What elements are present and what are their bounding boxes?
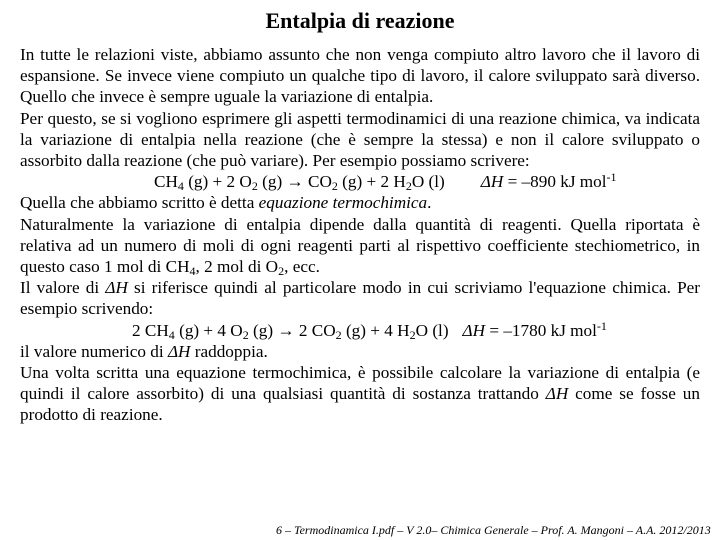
paragraph-delta-h-value: Il valore di ΔH si riferisce quindi al particolare modo in cui scriviamo l'equazione chimica. Per esempio scrivendo: xyxy=(20,278,700,319)
paragraph-doubles: il valore numerico di ΔH raddoppia. xyxy=(20,341,268,361)
slide-title: Entalpia di reazione xyxy=(265,8,455,33)
paragraph-calculation: Una volta scritta una equazione termochimica, è possibile calcolare la variazione di entalpia (e quindi il calore assorbito) di una qualsiasi quantità di sostanza trattando ΔH come se fosse un prodotto di reazione. xyxy=(20,363,700,425)
equation-methane-combustion: $CH_4$ (g) + 2 $O_2$ $(g) \to CO_2$ (g) + 2 $H_2O$ (l) ΔH = –890 kJ mol$^{-1}$ xyxy=(154,170,617,194)
delta-h-symbol: ΔH xyxy=(480,172,504,192)
delta-h-symbol: ΔH xyxy=(105,278,128,298)
slide-footer: 6 – Termodinamica I.pdf – V 2.0– Chimica Generale – Prof. A. Mangoni – A.A. 2012/2013 xyxy=(276,523,711,537)
delta-h-symbol: ΔH xyxy=(167,341,191,361)
paragraph-work: In tutte le relazioni viste, abbiamo assunto che non venga compiuto altro lavoro che il lavoro di espansione. Se invece viene compiuto un qualche tipo di lavoro, il calore sviluppato sarà diverso. Quello che invece è sempre uguale la variazione di entalpia. xyxy=(20,45,700,107)
paragraph-quantity: Naturalmente la variazione di entalpia dipende dalla quantità di reagenti. Quella riportata è relativa ad un numero di moli di ogni reagenti parti al rispettivo coefficiente stechiometrico, in questo caso 1 mol di $CH_4$, 2 mol di $O_2$, ecc. xyxy=(20,214,700,279)
delta-h-symbol: ΔH xyxy=(462,320,486,340)
slide-body xyxy=(20,44,700,426)
delta-h-symbol: ΔH xyxy=(545,384,569,404)
paragraph-thermochemical-equation: Quella che abbiamo scritto è detta equazione termochimica. xyxy=(20,193,432,213)
paragraph-enthalpy-indication: Per questo, se si vogliono esprimere gli aspetti termodinamici di una reazione chimica, va indicata la variazione di entalpia nella reazione (che è sempre la stessa) e non il calore sviluppato o assorbito dalla reazione (che può variare). Per esempio possiamo scrivere: xyxy=(20,108,700,171)
equation-methane-combustion-doubled: 2 $CH_4$ (g) + 4 $O_2$ (g) → 2 $CO_2$ (g) + 4 $H_2O$ (l) ΔH = –1780 kJ mol$^{-1}$ xyxy=(132,318,607,342)
